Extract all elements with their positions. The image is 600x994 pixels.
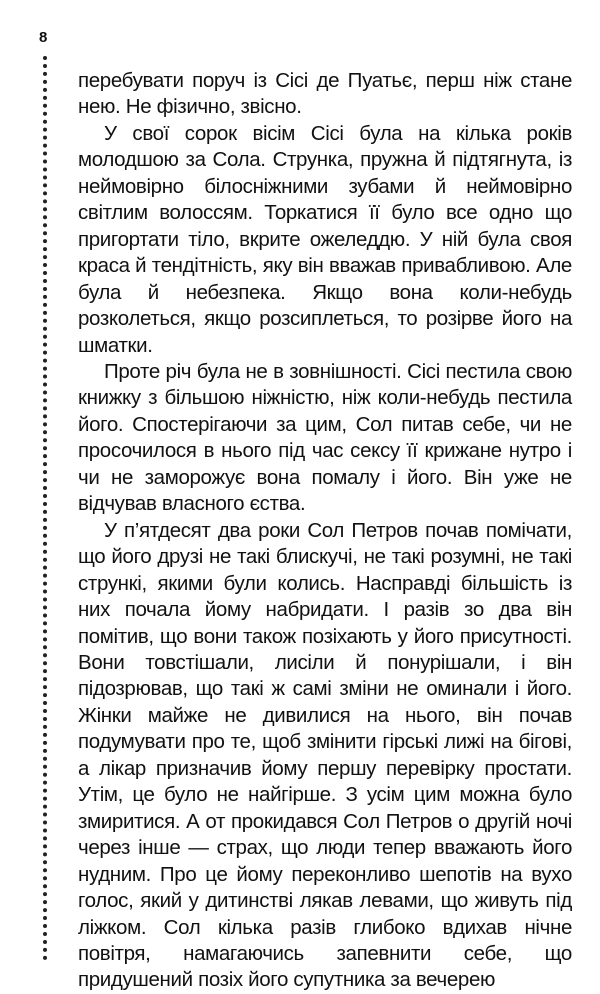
dotted-margin-rule <box>43 56 47 961</box>
paragraph: Проте річ була не в зовнішності. Сісі пестила свою книжку з більшою ніжністю, ніж коли-небудь пестила його. Спостерігаючи за цим, Сол питав себе, чи не просочилося в нього під час сексу її крижане нутро і чи не заморожує вона помалу і його. Він уже не відчував власного єства. <box>78 359 572 516</box>
paragraph-continuation: перебувати поруч із Сісі де Пуатьє, перш ніж стане нею. Не фізично, звісно. <box>78 69 572 119</box>
paragraph: У свої сорок вісім Сісі була на кілька років молодшою за Сола. Струнка, пружна й підтягнута, із неймовірно білосніжними зубами й неймовірно світлим волоссям. Торкатися її було все одно що пригортати тіло, вкрите ожеледдю. У ній була своя краса й тендітність, яку він вважав привабливою. Але була й небезпека. Якщо вона коли-небудь розколеться, якщо розсиплеться, то розірве його на шматки. <box>78 121 572 357</box>
paragraph: У п’ятдесят два роки Сол Петров почав помічати, що його друзі не такі блискучі, не такі розумні, не такі стрункі, якими були колись. Насправді більшість із них почала йому набридати. І разів зо два він помітив, що вони також позіхають у його присутності. Вони товстішали, лисіли й понурішали, і він підозрював, що такі ж самі зміни не оминали і його. Жінки майже не дивилися на нього, він почав подумувати про те, щоб змінити гірські лижі на бігові, а лікар призначив йому першу перевірку простати. Утім, це було не найгірше. З усім цим можна було змиритися. А от прокидався Сол Петров о другій ночі через інше — страх, що люди тепер вважають його нудним. Про це йому переконливо шепотів на вухо голос, який у дитинстві лякав левами, що живуть під ліжком. Сол кілька разів глибоко вдихав нічне повітря, намагаючись запевнити себе, що придушений позіх його супутника за вечерею <box>78 518 572 992</box>
body-text <box>78 68 572 994</box>
page-number: 8 <box>39 29 48 46</box>
